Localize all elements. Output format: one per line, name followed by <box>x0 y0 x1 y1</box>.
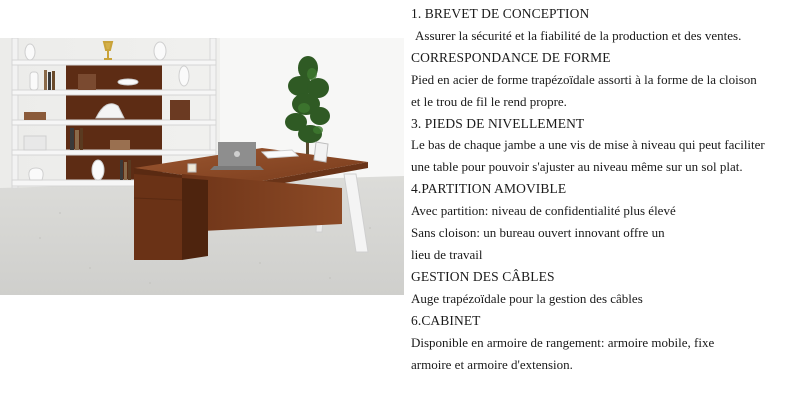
text-line: lieu de travail <box>411 246 483 262</box>
apple-logo-icon <box>234 151 240 157</box>
text-line: Sans cloison: un bureau ouvert innovant offre un <box>411 225 665 241</box>
feature-list <box>411 3 797 375</box>
text-line: armoire et armoire d'extension. <box>411 356 573 372</box>
heading-cable-management: GESTION DES CÂBLES <box>411 268 555 284</box>
text-line: et le trou de fil le rend propre. <box>411 93 567 109</box>
product-photo <box>0 38 404 295</box>
text-line: Disponible en armoire de rangement: armoire mobile, fixe <box>411 334 715 350</box>
heading-design-patent: 1. BREVET DE CONCEPTION <box>411 6 590 21</box>
text-line: Le bas de chaque jambe a une vis de mise à niveau qui peut faciliter <box>411 137 765 153</box>
text-line: Assurer la sécurité et la fiabilité de la production et des ventes. <box>415 27 742 43</box>
text-line: Auge trapézoïdale pour la gestion des câbles <box>411 290 643 306</box>
heading-leveling-feet: 3. PIEDS DE NIVELLEMENT <box>411 115 585 131</box>
heading-removable-partition: 4.PARTITION AMOVIBLE <box>411 181 567 197</box>
heading-cabinet: 6.CABINET <box>411 312 481 328</box>
text-line: Avec partition: niveau de confidentialité plus élevé <box>411 203 676 219</box>
heading-shape-matching: CORRESPONDANCE DE FORME <box>411 49 611 65</box>
office-desk-illustration <box>0 38 404 295</box>
text-line: une table pour pouvoir s'ajuster au niveau même sur un sol plat. <box>411 159 743 175</box>
text-line: Pied en acier de forme trapézoïdale assorti à la forme de la cloison <box>411 71 757 87</box>
